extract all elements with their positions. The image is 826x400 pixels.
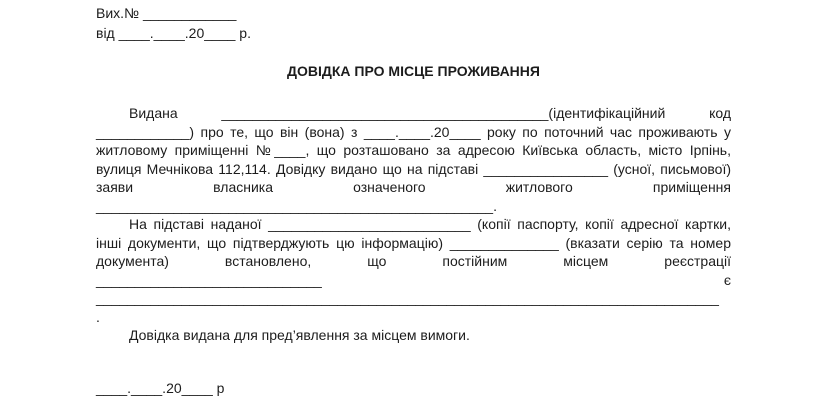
- paragraph2-line-5: ________________________________________________________________________________: [96, 290, 719, 306]
- paragraph2-line-2: інші документи, що підтверджують цю інформацію) ______________ (вказати серію та номер: [96, 234, 731, 251]
- paragraph1-line-5: заяви власника означеного житлового приміщення: [96, 179, 731, 195]
- paragraph1-line-4: вулиця Мечнікова 112,114. Довідку видано що на підставі ________________ (усної, письмової): [96, 160, 731, 177]
- closing-note-line: Довідка видана для пред’явлення за місцем вимоги.: [129, 327, 470, 343]
- document-title: ДОВІДКА ПРО МІСЦЕ ПРОЖИВАННЯ: [287, 63, 540, 79]
- paragraph2-line-3: документа) встановлено, що постійним місцем реєстрації: [96, 253, 731, 269]
- paragraph2-line-4: _____________________________ є: [96, 271, 731, 288]
- paragraph2-line-6: .: [96, 308, 100, 325]
- paragraph1-line-6: ___________________________________________________.: [96, 197, 497, 214]
- document-content: [96, 0, 731, 397]
- document-body: [96, 104, 731, 345]
- paragraph1-line-1: Видана __________________________________________(ідентифікаційний код: [129, 105, 731, 121]
- signature-date-line: ____.____.20____ р: [96, 379, 225, 396]
- paragraph1-line-2: ____________) про те, що він (вона) з ____.____.20____ року по поточний час проживають у: [96, 123, 731, 140]
- document-header: [96, 0, 731, 43]
- outgoing-date-line: від ____.____.20____ р.: [96, 25, 251, 41]
- paragraph2-line-1: На підставі наданої __________________________ (копії паспорту, копії адресної картки,: [129, 216, 731, 232]
- paragraph1-line-3: житловому приміщенні №____, що розташовано за адресою Київська область, місто Ірпінь,: [96, 142, 731, 158]
- outgoing-number-line: Вих.№ ____________: [96, 5, 237, 21]
